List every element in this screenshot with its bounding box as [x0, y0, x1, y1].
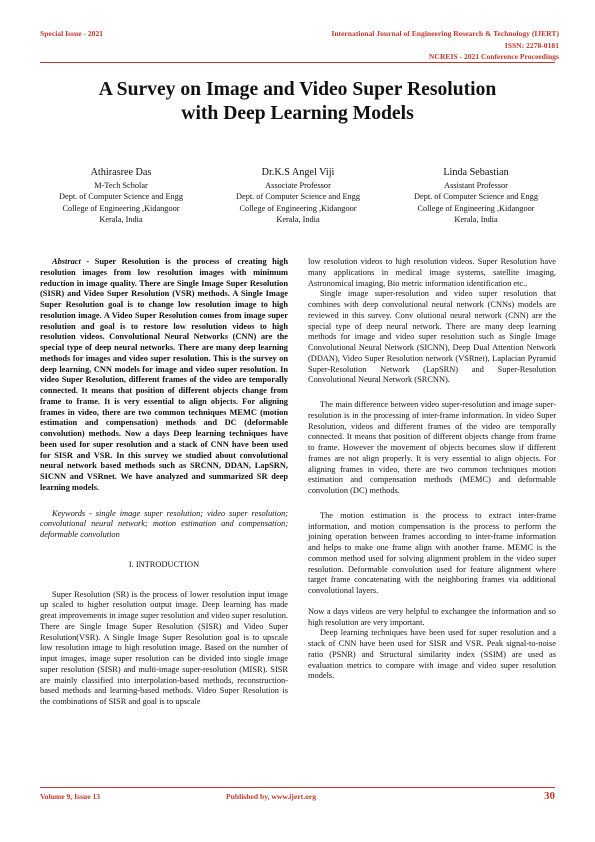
author-college: College of Engineering ,Kidangoor — [239, 203, 357, 213]
body-paragraph: The motion estimation is the process to extract inter-frame information, and motion compensation is the process to perform the joining operation between frames according to inter-frame information and helps to make one frame align with another frame. MEMC is the common method used for solving alignment problem in the video super resolution. Deformable convolution used for feature alignment where target frame concatenating with the neighboring frames via additional convolutional layers. — [308, 510, 556, 595]
body-paragraph: Now a days videos are very helpful to exchangee the information and so high resolution are very important. — [308, 606, 556, 627]
author-college: College of Engineering ,Kidangoor — [417, 203, 535, 213]
author-place: Kerala, India — [454, 214, 498, 224]
abstract-label: Abstract - — [52, 257, 90, 266]
body-paragraph: Single image super-resolution and video super resolution that combines with deep convolutional neural network (CNNs) models are reviewed in this survey. Conv olutional neural network (CNN) are the special type of deep neural network. There are many deep learning methods for image and video super resolution such as Single Image Convolutional Neural Network (SICNN), Deep Dual Attention Network (DDAN), Video Super Resolution network (VSRnet), Laplacian Pyramid Super-Resolution Network (LapSRN) and Super-Resolution Convolutional Neural Network (SRCNN). — [308, 289, 556, 385]
volume-issue: Volume 9, Issue 13 — [40, 792, 101, 801]
author-role: M-Tech Scholar — [94, 181, 148, 190]
keywords: Keywords - single image super resolution; video super resolution; convolutional neural network; motion estimation and compensation; deformable convolution — [40, 508, 288, 539]
title-line-1: A Survey on Image and Video Super Resolution — [98, 79, 497, 100]
right-column — [308, 257, 556, 682]
paper-title — [20, 78, 575, 126]
author-dept: Dept. of Computer Science and Engg — [59, 192, 183, 202]
body-paragraph: Deep learning techniques have been used for super resolution and a stack of CNN have been used for SISR and VSR. Peak signal-to-noise ratio (PSNR) and Structural similarity index (SSIM) are used as evaluation metrics to compare with image and video super resolution models. — [308, 628, 556, 681]
abstract — [40, 257, 288, 494]
author-name: Linda Sebastian — [443, 167, 509, 178]
issn-label: ISSN: 2278-0181 — [504, 41, 559, 50]
intro-paragraph: Super Resolution (SR) is the process of lower resolution input image up scaled to higher resolution output image. Deep learning has made great improvements in image super resolution and video super resolution. There are Single Image Super Resolution (SISR) and Video Super Resolution(VSR). A Single Image Super Resolution goal is to upscale low resolution image to high resolution image. Based on the number of input images, image super resolution can be divided into single image super resolution (SISR) and multi-image super-resolution (MISR). SISR are mainly classified into interpolation-based methods, reconstruction-based methods and learning-based methods. Video Super Resolution is the combinations of SISR and goal is to upscale — [40, 589, 288, 706]
section-heading: I. INTRODUCTION — [128, 559, 200, 569]
conference-label: NCREIS - 2021 Conference Proceedings — [428, 52, 559, 61]
author-place: Kerala, India — [99, 214, 143, 224]
author-dept: Dept. of Computer Science and Engg — [236, 192, 360, 202]
author-college: College of Engineering ,Kidangoor — [62, 203, 180, 213]
left-column — [40, 257, 288, 708]
author-dept: Dept. of Computer Science and Engg — [414, 192, 538, 202]
author-place: Kerala, India — [276, 214, 320, 224]
publisher: Published by, www.ijert.org — [226, 792, 317, 801]
body-paragraph: low resolution videos to high resolution videos. Super Resolution have many applications in medical image systems, satellite imaging, Astronomical imaging, Bio metric information identification etc.. — [308, 257, 556, 288]
body-paragraph: The main difference between video super-resolution and image super-resolution is in the processing of inter-frame information. In video Super Resolution, videos and different frames of the video are temporally connected. It means that position of different objects change from frame to frame. However the movement of objects becomes slow if different frames are not align properly. It is very essential to align objects. For aligning frames in video, there are two common techniques motion estimation and compensation methods (MEMC) and deformable convolution (DC) methods. — [308, 400, 556, 495]
abstract-text: Super Resolution is the process of creating high resolution images from low resolution images with minimum reduction in image quality. There are Single Image Super Resolution (SISR) and Video Super Resolution (VSR) methods. A Single Image Super Resolution goal is to change low resolution image to high resolution image. A Video Super Resolution comes from image super resolution and goal is to restore low resolution videos to high resolution videos. Convolutional Neural Networks (CNN) are the special type of deep neural networks. There are many deep learning methods for images and video super resolution. This is the survey on deep learning, CNN models for image and video super resolution. In video Super Resolution, different frames of the video are temporally connected. It means that position of different objects change from frame to frame. It is very essential to align objects. For aligning frames in video, there are two common techniques MEMC (motion estimation and compensation) methods and DC (deformable convolution) methods. Now a days Deep learning techniques have been used for super resolution and a stack of CNN have been used for SISR and VSR. In this survey we studied about convolutional neural network based methods such as SRCNN, DDAN, LapSRN, SICNN and VSRnet. We have analyzed and summarized SR deep learning models. — [40, 257, 289, 492]
journal-name: International Journal of Engineering Research & Technology (IJERT) — [331, 29, 559, 38]
author-name: Athirasree Das — [90, 167, 152, 178]
author-3 — [376, 166, 576, 225]
author-2 — [198, 166, 398, 225]
author-role: Associate Professor — [265, 181, 331, 190]
page-number: 30 — [544, 790, 555, 802]
footer-rule — [40, 787, 555, 788]
special-issue-label: Special Issue - 2021 — [40, 29, 104, 38]
author-1 — [21, 166, 221, 225]
header-rule — [40, 62, 555, 63]
author-role: Assistant Professor — [444, 181, 508, 190]
author-name: Dr.K.S Angel Viji — [261, 167, 335, 178]
title-line-2: with Deep Learning Models — [181, 103, 414, 124]
